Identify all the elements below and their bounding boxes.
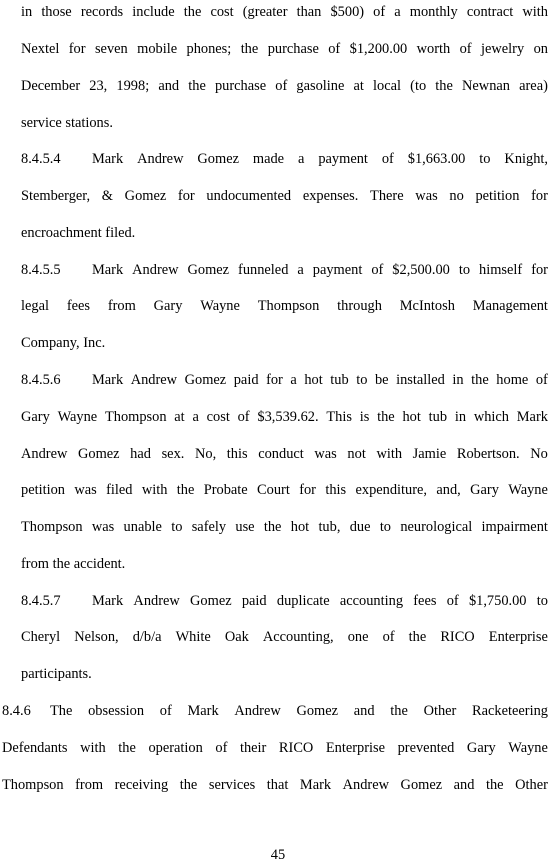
paragraph-number: 8.4.5.7 xyxy=(21,593,61,609)
text-line: service stations. xyxy=(21,115,113,131)
text-line: Cheryl Nelson, d/b/a White Oak Accounting, one of the RICO Enterprise xyxy=(21,629,548,645)
page-number: 45 xyxy=(270,847,286,863)
text-line: Thompson was unable to safely use the hot tub, due to neurological impairment xyxy=(21,519,548,535)
text-line: Mark Andrew Gomez paid duplicate accounting fees of $1,750.00 to xyxy=(92,593,548,609)
text-line: Mark Andrew Gomez paid for a hot tub to be installed in the home of xyxy=(92,372,548,388)
text-line: Mark Andrew Gomez made a payment of $1,663.00 to Knight, xyxy=(92,151,548,167)
text-line: in those records include the cost (greater than $500) of a monthly contract with xyxy=(21,4,548,20)
paragraph-number: 8.4.5.4 xyxy=(21,151,61,167)
text-line: legal fees from Gary Wayne Thompson through McIntosh Management xyxy=(21,298,548,314)
text-line: encroachment filed. xyxy=(21,225,136,241)
text-line: Andrew Gomez had sex. No, this conduct was not with Jamie Robertson. No xyxy=(21,446,548,462)
text-line: Gary Wayne Thompson at a cost of $3,539.62. This is the hot tub in which Mark xyxy=(21,409,548,425)
text-line: Thompson from receiving the services that Mark Andrew Gomez and the Other xyxy=(2,777,548,793)
text-line: from the accident. xyxy=(21,556,126,572)
text-line: Stemberger, & Gomez for undocumented expenses. There was no petition for xyxy=(21,188,548,204)
text-line: December 23, 1998; and the purchase of gasoline at local (to the Newnan area) xyxy=(21,78,548,94)
text-line: The obsession of Mark Andrew Gomez and the Other Racketeering xyxy=(50,703,548,719)
paragraph-number: 8.4.5.6 xyxy=(21,372,61,388)
paragraph-number: 8.4.5.5 xyxy=(21,262,61,278)
text-line: Defendants with the operation of their RICO Enterprise prevented Gary Wayne xyxy=(2,740,548,756)
text-line: participants. xyxy=(21,666,92,682)
text-line: Company, Inc. xyxy=(21,335,106,351)
text-line: Nextel for seven mobile phones; the purchase of $1,200.00 worth of jewelry on xyxy=(21,41,548,57)
text-line: petition was filed with the Probate Court for this expenditure, and, Gary Wayne xyxy=(21,482,548,498)
text-line: Mark Andrew Gomez funneled a payment of $2,500.00 to himself for xyxy=(92,262,548,278)
paragraph-number: 8.4.6 xyxy=(2,703,31,719)
